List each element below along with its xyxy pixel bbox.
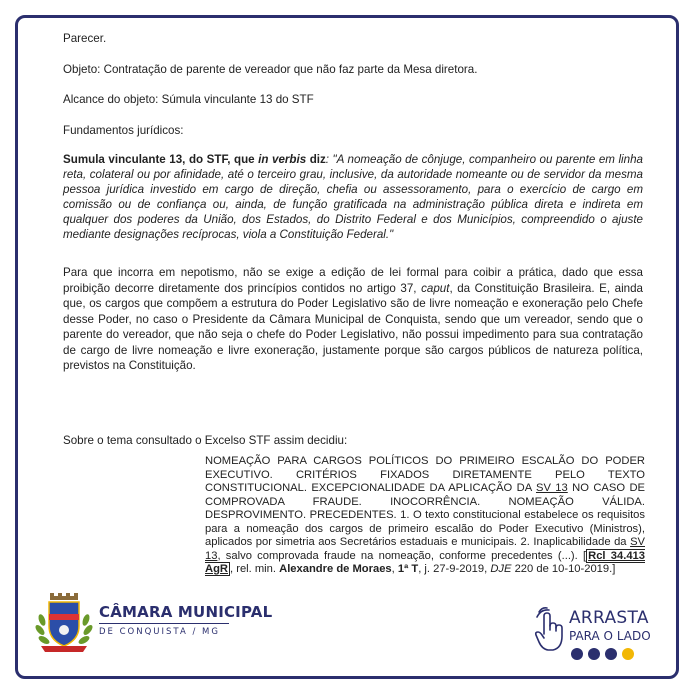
sumula-inverbis: in verbis xyxy=(258,153,307,166)
city-crest-icon xyxy=(33,590,95,654)
quote-e: , xyxy=(391,563,398,575)
quote-sv13-link: SV 13 xyxy=(535,482,568,494)
sumula-text: : "A nomeação de cônjuge, companheiro ou parente em linha reta, colateral ou por afinidade, até o terceiro grau, inclusive, da autoridade nomeante ou de servidor da mesma pessoa jurídica investido em cargo de direção, chefia ou assessoramento, para o exercício de cargo em comissão ou de confiança ou, ainda, de função gratificada na administração pública direta e indireta em qualquer dos poderes da União, dos Estados, do Distrito Federal e dos Municípios, compreendido o ajuste mediante designações recíprocas, viola a Constituição Federal." xyxy=(63,153,643,241)
stf-quote xyxy=(205,455,645,577)
fundamentos-heading: Fundamentos jurídicos: xyxy=(63,124,184,137)
sumula-diz: diz xyxy=(306,153,326,166)
argument-text-b: , da Constituição Brasileira. E, ainda que, os cargos que compõem a estrutura do Poder Legislativo são de livre nomeação e exoneração pelo Chefe desse Poder, no caso o Presidente da Câmara Municipal de Conquista, sendo que um vereador, sendo que o parente do vereador, que não seja o chefe do Poder Legislativo, não possui impedimento para sua contratação de cargo de livre nomeação e livre exoneração, justamente porque são cargos públicos de natureza política, previstos na Constituição. xyxy=(63,281,643,372)
argument-paragraph xyxy=(63,265,643,374)
alcance-line: Alcance do objeto: Súmula vinculante 13 do STF xyxy=(63,93,314,106)
argument-caput: caput xyxy=(421,281,450,295)
sobre-line: Sobre o tema consultado o Excelso STF assim decidiu: xyxy=(63,434,348,447)
quote-rcl-ref: Rcl 34.413 AgR xyxy=(205,549,645,575)
quote-sv13-link-2: SV 13 xyxy=(205,536,645,562)
quote-turma: 1ª T xyxy=(397,563,419,575)
quote-f: , j. 27-9-2019, xyxy=(418,563,491,575)
quote-minister: Alexandre de Moraes xyxy=(279,563,392,575)
swipe-label-top: ARRASTA xyxy=(569,608,649,628)
quote-g: 220 de 10-10-2019.] xyxy=(511,563,616,575)
quote-b: NO CASO DE COMPROVADA FRAUDE. INOCORRÊNCIA. NOMEAÇÃO VÁLIDA. DESPROVIMENTO. PRECEDENTES. 1. O texto constitucional estabelece os requisitos para a nomeação dos cargos de primeiro escalão do Poder Executivo (Ministros), aplicados por simetria aos Secretários estaduais e municipais. 2. Inaplicabilidade da xyxy=(205,482,645,548)
swipe-hand-icon xyxy=(533,604,567,654)
logo-subtitle: DE CONQUISTA / MG xyxy=(99,627,220,637)
page-dot-4 xyxy=(622,648,634,660)
page-dots xyxy=(571,648,634,660)
page-dot-2 xyxy=(588,648,600,660)
swipe-hint[interactable] xyxy=(533,604,663,664)
quote-dje: DJE xyxy=(490,563,512,575)
logo-title: CÂMARA MUNICIPAL xyxy=(99,603,273,621)
sumula-paragraph xyxy=(63,152,643,242)
quote-a: NOMEAÇÃO PARA CARGOS POLÍTICOS DO PRIMEIRO ESCALÃO DO PODER EXECUTIVO. CRITÉRIOS FIXADOS DIRETAMENTE PELO TEXTO CONSTITUCIONAL. EXCEPCIONALIDADE DA APLICAÇÃO DA xyxy=(205,455,645,494)
quote-c: , salvo comprovada fraude na nomeação, conforme precedentes (...). [ xyxy=(217,549,587,562)
swipe-label-bottom: PARA O LADO xyxy=(569,629,651,643)
logo-divider xyxy=(99,623,229,624)
sumula-lead: Sumula vinculante 13, do STF, que xyxy=(63,153,259,166)
argument-text-a: Para que incorra em nepotismo, não se exige a edição de lei formal para coibir a prática, dado que essa proibição decorre diretamente dos princípios contidos no artigo 37, xyxy=(63,266,643,295)
page-dot-1 xyxy=(571,648,583,660)
page-dot-3 xyxy=(605,648,617,660)
camara-logo xyxy=(33,590,273,660)
parecer-heading: Parecer. xyxy=(63,32,107,45)
quote-d: , rel. min. xyxy=(230,563,280,575)
objeto-line: Objeto: Contratação de parente de vereador que não faz parte da Mesa diretora. xyxy=(63,63,478,76)
